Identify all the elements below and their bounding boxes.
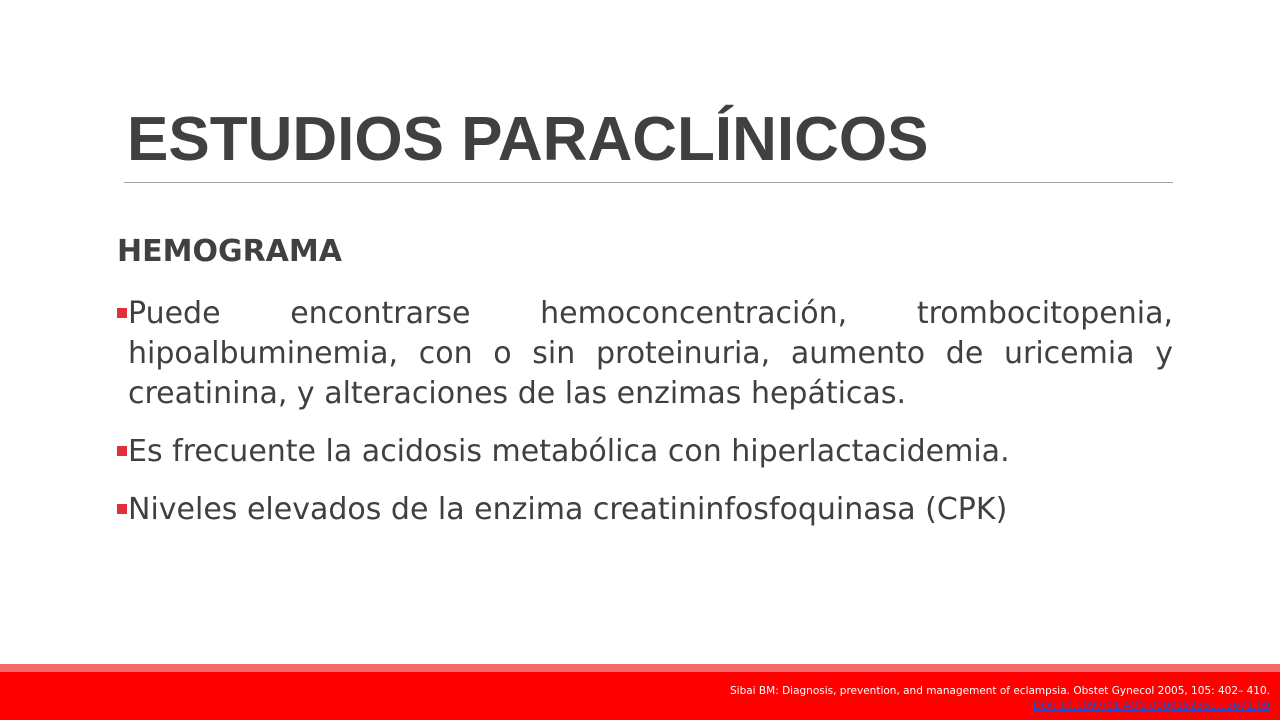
bullet-text: Es frecuente la acidosis metabólica con hiperlactacidemia. — [128, 434, 1010, 469]
bullet-list — [117, 294, 1173, 548]
bullet-item — [117, 294, 1173, 414]
bullet-item — [117, 490, 1173, 530]
square-bullet-icon — [117, 308, 127, 318]
footer-citation — [730, 684, 1270, 714]
bullet-item — [117, 432, 1173, 472]
square-bullet-icon — [117, 504, 127, 514]
bullet-text: Puede encontrarse hemoconcentración, trombocitopenia, hipoalbuminemia, con o sin proteinuria, aumento de uricemia y creatinina, y alteraciones de las enzimas hepáticas. — [128, 296, 1173, 411]
bullet-text: Niveles elevados de la enzima creatininfosfoquinasa (CPK) — [128, 492, 1008, 527]
footer-band-accent — [0, 664, 1280, 672]
doi-link[interactable]: DOI: 10.1097/01.AOG.0000152351.13671.99 — [1033, 700, 1270, 712]
slide-title: ESTUDIOS PARACLÍNICOS — [127, 105, 929, 174]
citation-text: Sibai BM: Diagnosis, prevention, and management of eclampsia. Obstet Gynecol 2005, 105: 402– 410. — [730, 685, 1270, 697]
section-heading: HEMOGRAMA — [117, 234, 342, 269]
square-bullet-icon — [117, 446, 127, 456]
title-divider — [124, 182, 1173, 183]
